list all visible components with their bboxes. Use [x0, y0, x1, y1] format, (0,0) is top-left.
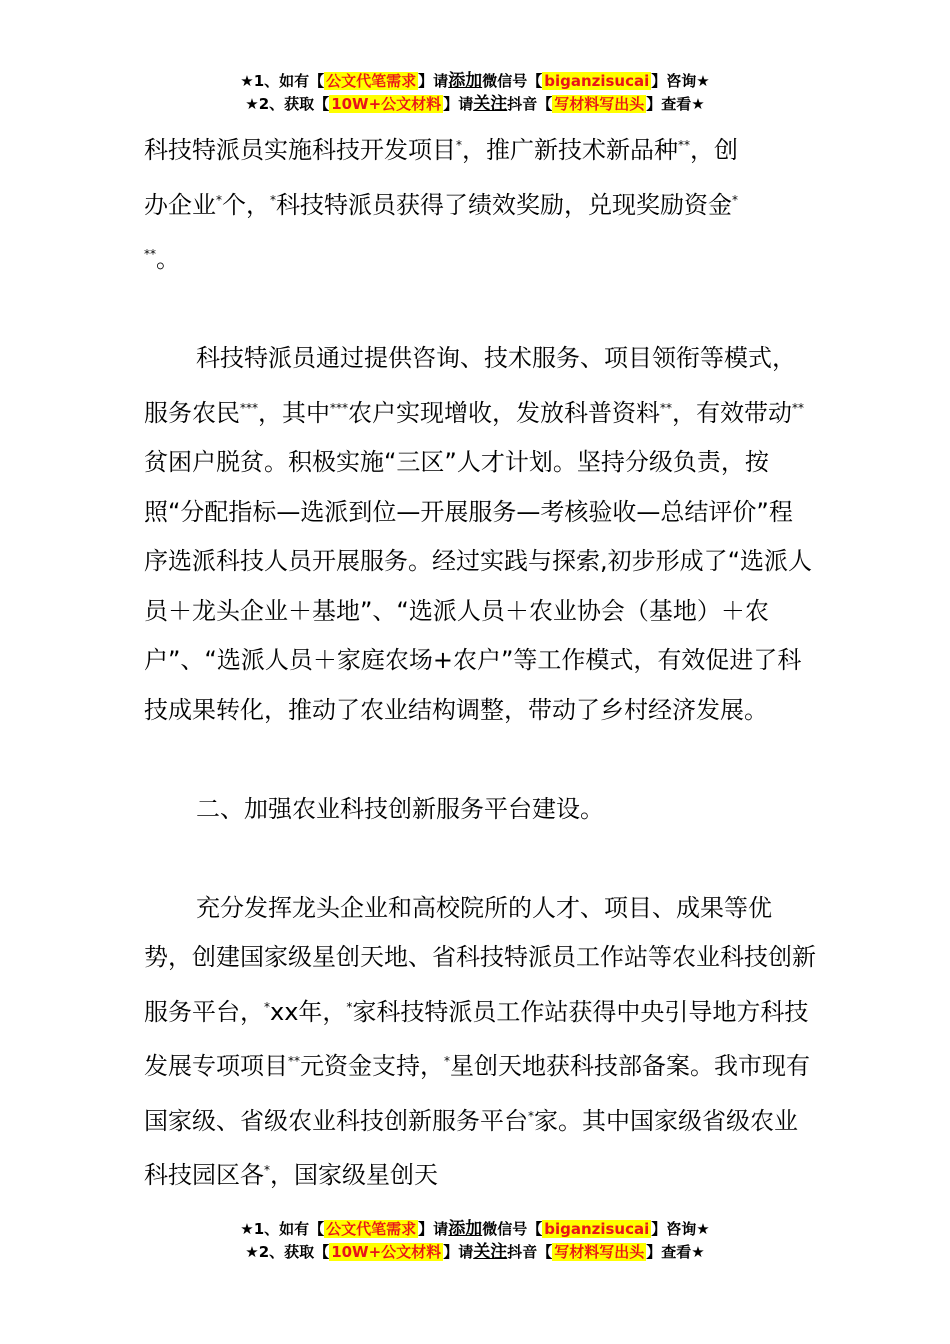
paragraph-3: [144, 884, 816, 1201]
banner-text: 】请: [418, 1220, 449, 1238]
redaction-mark: *: [528, 1108, 534, 1123]
redaction-mark: **: [660, 400, 672, 415]
banner-highlight: 写材料写出头: [554, 95, 645, 113]
redaction-mark: *: [216, 192, 222, 207]
banner-text: 抖音【: [507, 1243, 553, 1261]
banner-text: ★1、如有【: [240, 72, 325, 90]
text-run: ，创: [690, 136, 738, 164]
banner-highlight: biganzisucai: [544, 1220, 650, 1238]
paragraph-1: [144, 121, 816, 285]
banner-line-1: [0, 70, 950, 93]
banner-line-1: [0, 1218, 950, 1241]
text-run: 个，: [222, 190, 270, 219]
redaction-mark: *: [732, 192, 738, 207]
p1-line-2: [144, 191, 738, 219]
banner-text: 】查看★: [646, 1243, 705, 1261]
paragraph-spacer: [144, 285, 816, 335]
text-run: ，国家级星创天: [270, 1161, 438, 1189]
banner-highlight: biganzisucai: [544, 72, 650, 90]
text-run: 办企业: [144, 190, 216, 219]
redaction-mark: ***: [240, 400, 258, 415]
banner-line-2: [0, 1241, 950, 1264]
redaction-mark: **: [792, 400, 804, 415]
paragraph-2: [144, 334, 816, 735]
text-run: 科技特派员实施科技开发项目: [144, 136, 456, 164]
text-run: ，有效带动: [672, 398, 792, 427]
text-run: 星创天地获科技部备案。我市现有国家级、省级农业科技创新服务平台: [144, 1052, 810, 1135]
redaction-mark: *: [264, 1163, 270, 1177]
banner-text: 】请: [443, 95, 474, 113]
redaction-mark: ***: [330, 400, 348, 415]
banner-highlight: 10W+公文材料: [331, 1243, 442, 1261]
redaction-mark: **: [288, 1054, 300, 1068]
text-run: ，推广新技术新品种: [462, 136, 678, 164]
redaction-mark: *: [456, 138, 462, 152]
footer-banner: [0, 1218, 950, 1264]
redaction-mark: *: [444, 1054, 450, 1068]
banner-text: ★2、获取【: [245, 1243, 330, 1261]
redaction-mark: **: [144, 247, 156, 261]
banner-text: 】查看★: [646, 95, 705, 113]
banner-emphasis: 关注: [473, 94, 508, 114]
p1-line-1: [144, 136, 738, 164]
banner-highlight: 写材料写出头: [554, 1243, 645, 1261]
banner-emphasis: 添加: [448, 1219, 483, 1239]
banner-emphasis: 添加: [448, 71, 483, 91]
banner-text: 】咨询★: [651, 72, 710, 90]
banner-text: 微信号【: [482, 1220, 543, 1238]
text-run: 充分发挥龙头企业和高校院所的人才、项目、成果等优势，创建国家级星创天地、省科技特派员工作站等农业科技创新服务平台，: [144, 893, 816, 1026]
header-banner: [0, 70, 950, 116]
banner-emphasis: 关注: [473, 1242, 508, 1262]
text-run: 元资金支持，: [300, 1052, 444, 1080]
text-run: 贫困户脱贫。积极实施“三区”人才计划。坚持分级负责，按照“分配指标—选派到位—开展服务—考核验收—总结评价”程序选派科技人员开展服务。经过实践与探索,初步形成了“选派人员＋龙头企业＋基地”、“选派人员＋农业协会（基地）＋农户”、“选派人员＋家庭农场+农户”等工作模式，有效促进了科技成果转化，推动了农业结构调整，带动了乡村经济发展。: [144, 448, 813, 724]
document-body: [144, 121, 816, 1201]
banner-highlight: 公文代笔需求: [326, 72, 417, 90]
banner-highlight: 公文代笔需求: [326, 1220, 417, 1238]
banner-text: 】咨询★: [651, 1220, 710, 1238]
paragraph-spacer: [144, 735, 816, 785]
banner-text: ★2、获取【: [245, 95, 330, 113]
banner-text: 微信号【: [482, 72, 543, 90]
text-run: ，其中: [258, 398, 330, 427]
text-run: 家科技特派员工作站获得中央引导地方科技发展专项项目: [144, 997, 809, 1080]
redaction-mark: *: [264, 999, 270, 1014]
text-run: 。: [156, 245, 180, 273]
banner-text: ★1、如有【: [240, 1220, 325, 1238]
banner-line-2: [0, 93, 950, 116]
banner-text: 】请: [443, 1243, 474, 1261]
text-run: 农户实现增收，发放科普资料: [348, 398, 660, 427]
paragraph-spacer: [144, 834, 816, 884]
section-heading: 二、加强农业科技创新服务平台建设。: [196, 794, 604, 823]
text-run: 科技特派员获得了绩效奖励，兑现奖励资金: [276, 190, 732, 219]
banner-text: 抖音【: [507, 95, 553, 113]
redaction-mark: *: [270, 192, 276, 207]
redaction-mark: **: [678, 138, 690, 152]
redaction-mark: *: [346, 999, 353, 1014]
p1-line-3: [144, 245, 180, 273]
banner-highlight: 10W+公文材料: [331, 95, 442, 113]
banner-text: 】请: [418, 72, 449, 90]
text-run: 家。其中国家级省级农业科技园区各: [144, 1106, 798, 1189]
text-run: xx年，: [270, 997, 347, 1026]
text-run: 科技特派员通过提供咨询、技术服务、项目领衔等模式，服务农民: [144, 344, 796, 427]
